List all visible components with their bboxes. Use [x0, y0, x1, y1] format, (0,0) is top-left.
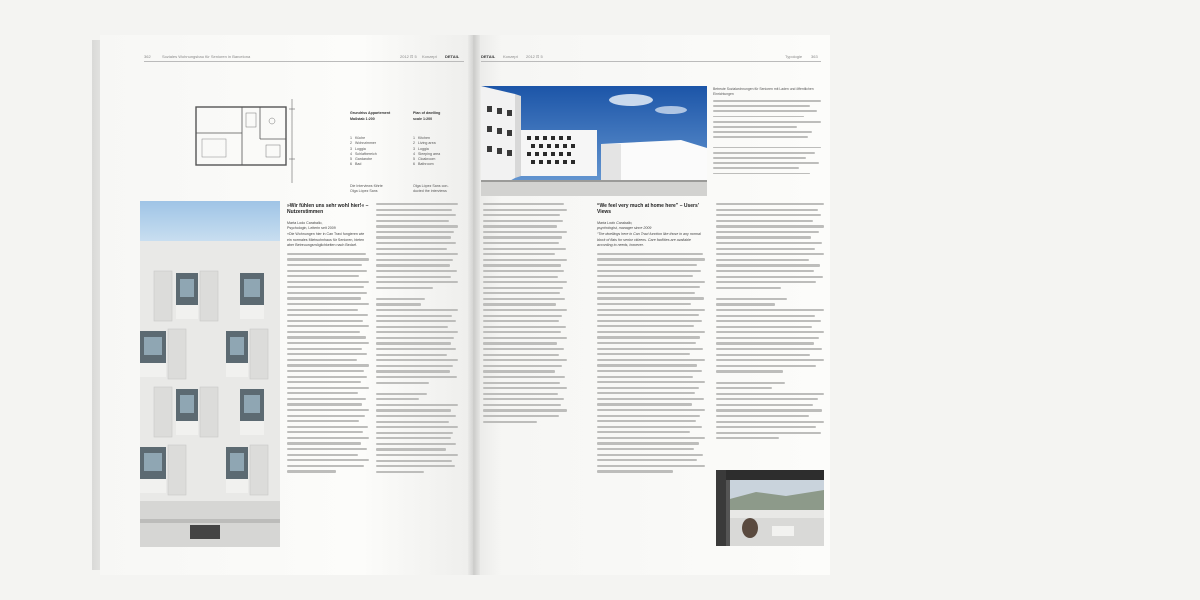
german-heading: »Wir fühlen uns sehr wohl hier!« – Nutzerstimmen [287, 203, 369, 216]
book-spine [468, 35, 480, 575]
body-text-lines [597, 253, 705, 473]
right-brand: DETAIL [481, 54, 496, 59]
english-intro: Marta Lodo Caraballo, psychologist, manager since 2009 “The dwellings here in Can Travi function like those in any normal block of flats for senior citizens. Care facilities are available according to needs, however. [597, 220, 701, 248]
floor-plan-drawing [192, 99, 302, 183]
german-text-column-1 [287, 203, 369, 476]
german-text-column-2 [376, 203, 458, 476]
body-text-lines [483, 203, 567, 423]
english-heading: “We feel very much at home here” – Users’ Views [597, 203, 699, 216]
header-rule [144, 61, 464, 62]
german-intro: Marta Lodo Caraballo, Psychologin, Leiterin seit 2009 »Die Wohnungen hier in Can Travi fungieren wie ein normales Mietwohnhaus für Senioren, bieten aber Betreuungsmöglichkeiten nach Bedarf. [287, 220, 365, 248]
right-page-number: 363 [811, 54, 818, 59]
left-brand: DETAIL [445, 54, 460, 59]
photo-caption: Betreute Sozialwohnungen für Senioren mit Laden und öffentlichen Einrichtungen [713, 87, 821, 178]
left-page-number: 362 [144, 54, 151, 59]
plan-legend-english: Plan of dwelling scale 1:200 1 Kitchen 2 Living area 3 Loggia 4 Sleeping area 5 Cloakroom 6 Bathroom Olga López Sans con- ducted the interviews [413, 111, 449, 194]
left-running-title: Soziales Wohnungsbau für Senioren in Barcelona [162, 54, 251, 59]
terrace-view-photo [716, 470, 824, 546]
building-exterior-photo [481, 86, 707, 196]
right-page [473, 35, 830, 575]
left-section: Konzept [422, 54, 437, 59]
right-running-title: Typologie [785, 54, 803, 59]
right-issue: 2012 ⊡ 5 [526, 54, 543, 59]
left-page [100, 35, 473, 575]
body-text-lines [716, 203, 824, 439]
caption-lines [713, 100, 821, 174]
left-issue: 2012 ⊡ 5 [400, 54, 417, 59]
body-text-lines [287, 253, 369, 473]
german-text-column-3 [483, 203, 567, 426]
header-rule [481, 61, 821, 62]
building-facade-photo [140, 201, 280, 547]
body-text-lines [376, 203, 458, 473]
english-text-column-1 [597, 203, 705, 476]
english-text-column-2 [716, 203, 824, 443]
right-section: Konzept [503, 54, 518, 59]
plan-legend-german: Grundriss Appartement Maßstab 1:200 1 Küche 2 Wohnzimmer 3 Loggia 4 Schlafbereich 5 Gardarobe 6 Bad Die Interviews führte Olga López Sans [350, 111, 391, 194]
